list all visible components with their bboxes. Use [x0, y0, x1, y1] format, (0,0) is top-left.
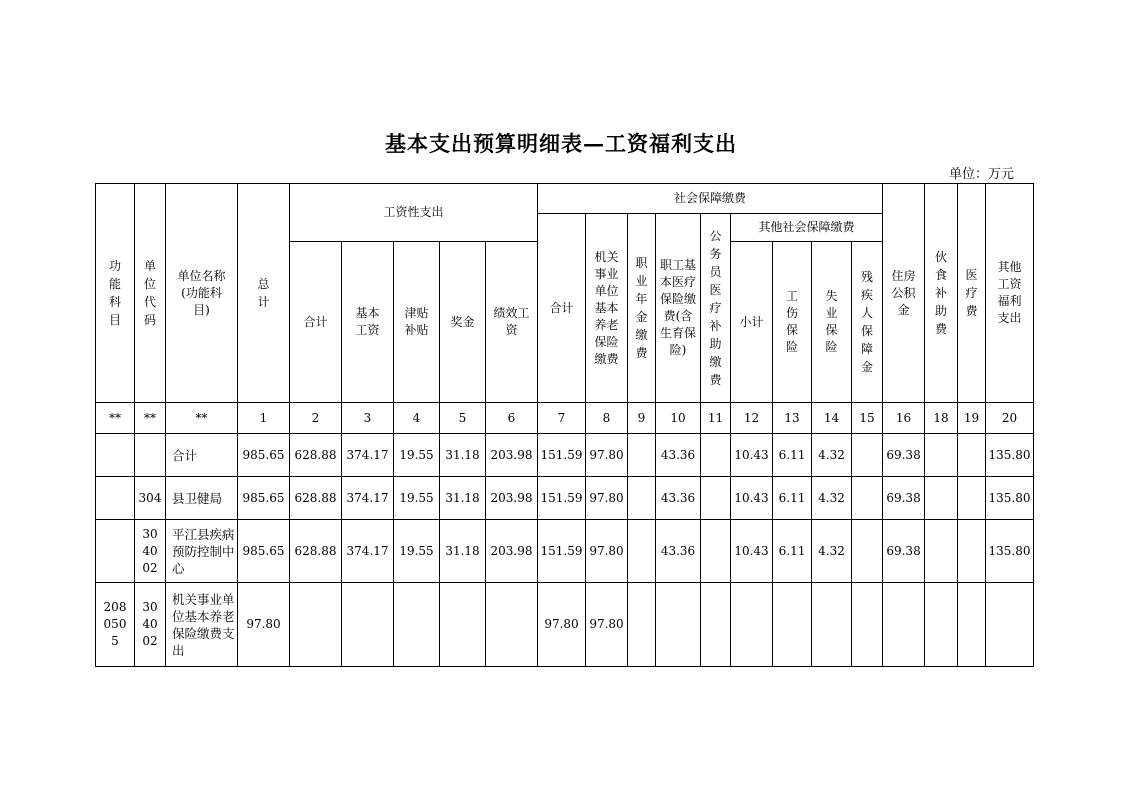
header-total: 总计 — [238, 184, 290, 403]
header-basic-wage: 基本工资 — [342, 242, 394, 403]
header-other-welfare: 其他工资福利支出 — [986, 184, 1034, 403]
header-disability: 残疾人保障金 — [852, 242, 883, 403]
header-annuity: 职业年金缴费 — [628, 214, 656, 403]
header-injury: 工伤保险 — [773, 242, 812, 403]
table-row: 合计 985.65 628.88 374.17 19.55 31.18 203.98 151.59 97.80 43.36 10.43 6.11 4.32 69.38 135.80 — [96, 434, 1034, 477]
budget-table — [95, 183, 1034, 667]
header-allowance: 津贴补贴 — [394, 242, 440, 403]
index-row: ** ** ** 1 2 3 4 5 6 7 8 9 10 11 12 13 14 15 16 18 19 20 — [96, 403, 1034, 434]
header-bonus: 奖金 — [440, 242, 486, 403]
header-housing: 住房公积金 — [883, 184, 925, 403]
header-unemployment: 失业保险 — [812, 242, 852, 403]
header-meal: 伙食补助费 — [925, 184, 958, 403]
header-unit-name: 单位名称(功能科目) — [166, 184, 238, 403]
page-title: 基本支出预算明细表—工资福利支出 — [385, 131, 737, 156]
header-func-subject: 功能科目 — [96, 184, 135, 403]
table-row: 304002 平江县疾病预防控制中心 985.65 628.88 374.17 19.55 31.18 203.98 151.59 97.80 43.36 10.43 6.11 4.32 69.38 135.80 — [96, 520, 1034, 583]
table-row: 2080505 304002 机关事业单位基本养老保险缴费支出 97.80 97.80 97.80 — [96, 583, 1034, 667]
header-civil-medical: 公务员医疗补助缴费 — [701, 214, 731, 403]
header-social-group: 社会保障缴费 — [538, 184, 883, 214]
header-pension: 机关事业单位基本养老保险缴费 — [586, 214, 628, 403]
table-row: 304 县卫健局 985.65 628.88 374.17 19.55 31.18 203.98 151.59 97.80 43.36 10.43 6.11 4.32 69.38 135.80 — [96, 477, 1034, 520]
unit-label: 单位：万元 — [948, 167, 1014, 182]
header-other-group: 其他社会保障缴费 — [731, 214, 883, 242]
header-wage-total: 合计 — [290, 242, 342, 403]
header-unit-code: 单位代码 — [135, 184, 166, 403]
header-wage-group: 工资性支出 — [290, 184, 538, 242]
header-med-fee: 医疗费 — [958, 184, 986, 403]
header-performance: 绩效工资 — [486, 242, 538, 403]
header-social-total: 合计 — [538, 214, 586, 403]
header-medical: 职工基本医疗保险缴费(含生育保险) — [656, 214, 701, 403]
header-other-subtotal: 小计 — [731, 242, 773, 403]
